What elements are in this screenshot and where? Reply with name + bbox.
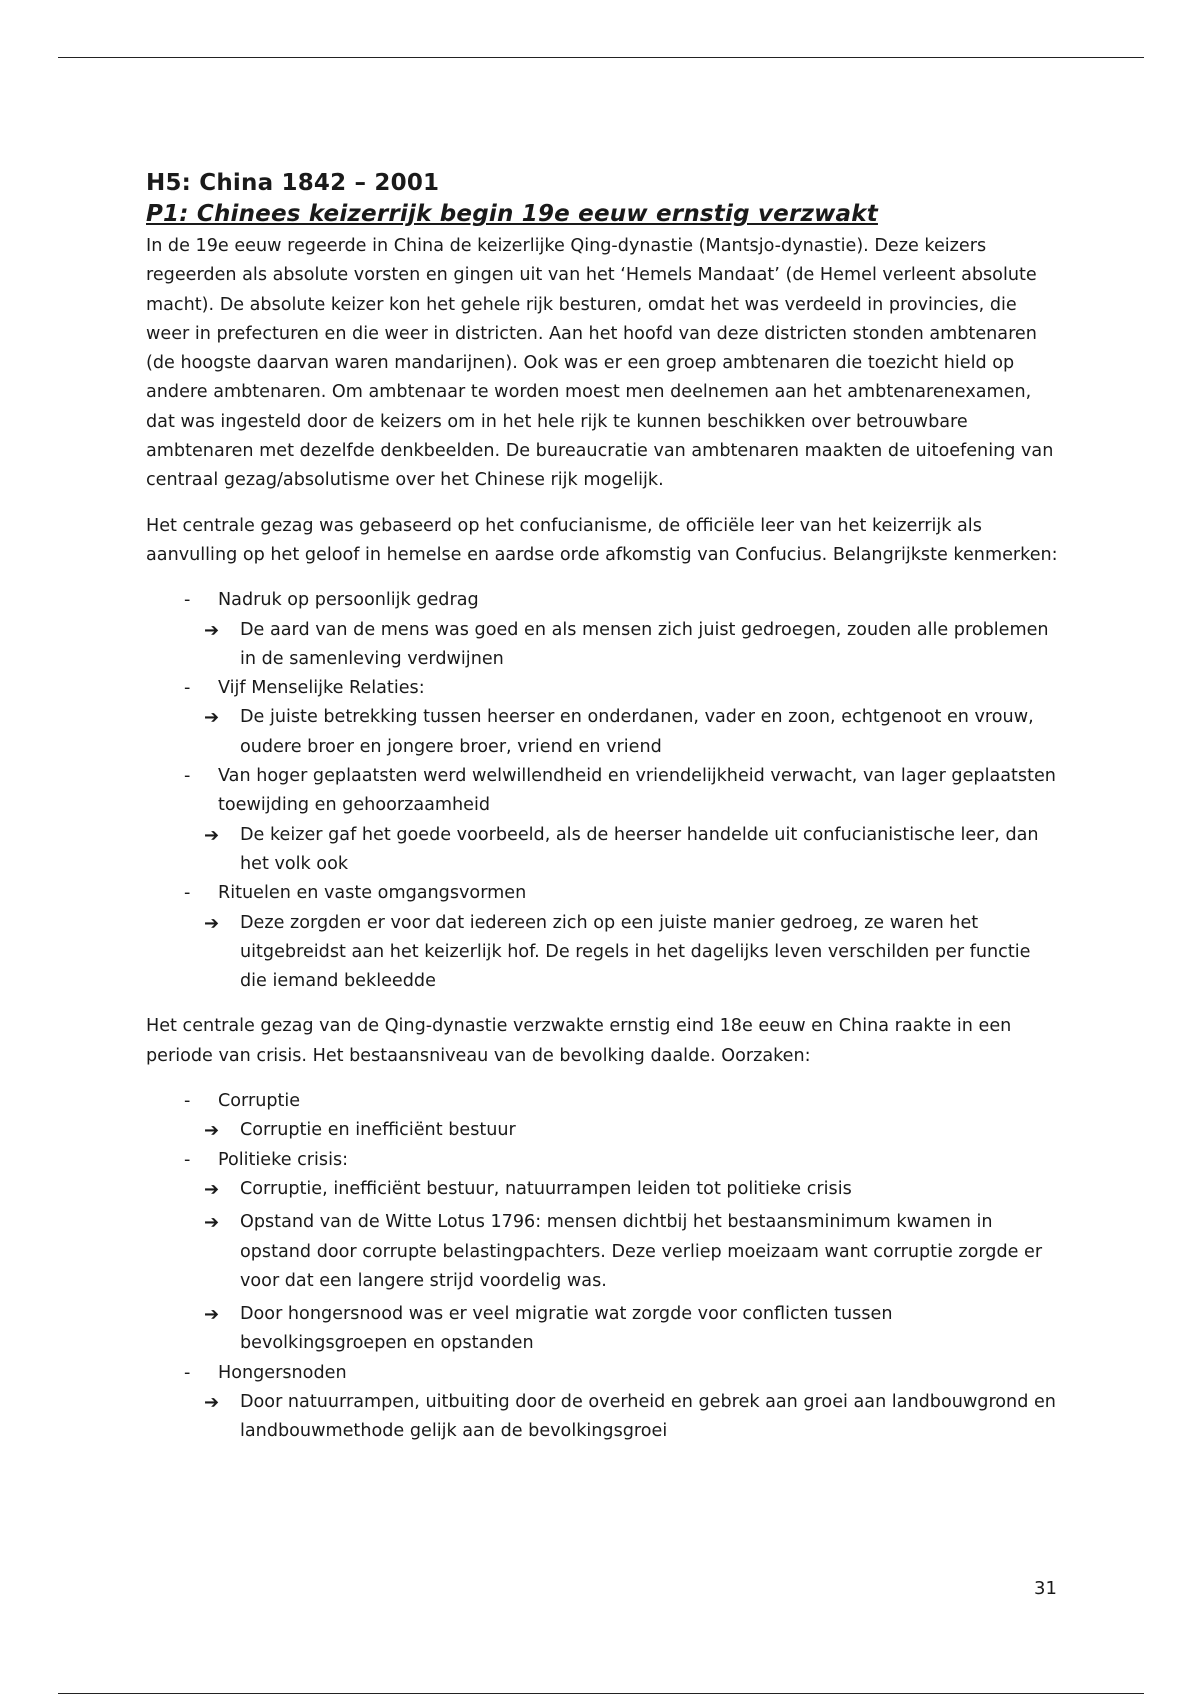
sub-list-item-text: De keizer gaf het goede voorbeeld, als de heerser handelde uit confucianistische leer, dan het volk ook: [240, 824, 1039, 874]
bullet-dash: -: [184, 1149, 191, 1170]
arrow-right-icon: ➔: [204, 912, 220, 934]
arrow-right-icon: ➔: [204, 824, 220, 846]
sub-list: [146, 703, 1060, 762]
bullet-dash: -: [184, 883, 191, 904]
confucianism-paragraph: Het centrale gezag was gebaseerd op het confucianisme, de officiële leer van het keizerrijk als aanvulling op het geloof in hemelse en aardse orde afkomstig van Confucius. Belangrijkste kenmerken:: [146, 515, 1058, 565]
list-item: [146, 1146, 1060, 1175]
list-item-text: Van hoger geplaatsten werd welwillendheid en vriendelijkheid verwacht, van lager geplaatsten toewijding en gehoorzaamheid: [218, 766, 1056, 816]
list-item-text: Vijf Menselijke Relaties:: [218, 678, 425, 699]
arrow-right-icon: ➔: [204, 707, 220, 729]
list-item-text: Politieke crisis:: [218, 1149, 349, 1170]
arrow-right-icon: ➔: [204, 1120, 220, 1142]
chapter-heading: H5: China 1842 – 2001: [146, 170, 440, 196]
list-item: [146, 1359, 1060, 1388]
sub-list-item-text: Door natuurrampen, uitbuiting door de overheid en gebrek aan groei aan landbouwgrond en landbouwmethode gelijk aan de bevolkingsgroei: [240, 1391, 1056, 1442]
arrow-right-icon: ➔: [204, 1212, 220, 1234]
arrow-right-icon: ➔: [204, 619, 220, 641]
list-item: [146, 674, 1060, 703]
crisis-causes-list: [146, 1087, 1060, 1447]
intro-paragraph: In de 19e eeuw regeerde in China de keizerlijke Qing-dynastie (Mantsjo-dynastie). Deze keizers regeerden als absolute vorsten en gingen uit van het ‘Hemels Mandaat’ (de Hemel verleent absolute macht). De absolute keizer kon het gehele rijk besturen, omdat het was verdeeld in provincies, die weer in prefecturen en die weer in districten. Aan het hoofd van deze districten stonden ambtenaren (de hoogste daarvan waren mandarijnen). Ook was er een groep ambtenaren die toezicht hield op andere ambtenaren. Om ambtenaar te worden moest men deelnemen aan het ambtenarenexamen, dat was ingesteld door de keizers om in het hele rijk te kunnen beschikken over betrouwbare ambtenaren met dezelfde denkbeelden. De bureaucratie van ambtenaren maakten de uitoefening van centraal gezag/absolutisme over het Chinese rijk mogelijk.: [146, 236, 1054, 491]
list-item-text: Nadruk op persoonlijk gedrag: [218, 590, 479, 611]
confucianism-features-list: [146, 586, 1060, 996]
sub-list-item-text: Corruptie, inefficiënt bestuur, natuurrampen leiden tot politieke crisis: [240, 1178, 852, 1199]
bullet-dash: -: [184, 678, 191, 699]
sub-list-item: [146, 1116, 1060, 1145]
list-item: [146, 879, 1060, 908]
bullet-dash: -: [184, 766, 191, 787]
sub-list-item: [146, 1208, 1060, 1296]
header-rule: [58, 57, 1144, 58]
sub-list-item-text: Opstand van de Witte Lotus 1796: mensen dichtbij het bestaansminimum kwamen in opstand door corrupte belastingpachters. Deze verliep moeizaam want corruptie zorgde er voor dat een langere strijd voordelig was.: [240, 1212, 1043, 1291]
sub-list-item-text: Corruptie en inefficiënt bestuur: [240, 1120, 516, 1141]
list-item-text: Corruptie: [218, 1091, 301, 1112]
sub-list-item: [146, 1300, 1060, 1359]
sub-list: [146, 821, 1060, 880]
arrow-right-icon: ➔: [204, 1178, 220, 1200]
sub-list-item: [146, 616, 1060, 675]
sub-list-item: [146, 703, 1060, 762]
section-heading: P1: Chinees keizerrijk begin 19e eeuw ernstig verzwakt: [146, 201, 878, 227]
arrow-right-icon: ➔: [204, 1391, 220, 1413]
document-body: [146, 168, 1060, 1463]
sub-list-item-text: Deze zorgden er voor dat iedereen zich op een juiste manier gedroeg, ze waren het uitgebreidst aan het keizerlijk hof. De regels in het dagelijks leven verschilden per functie die iemand bekleedde: [240, 912, 1031, 992]
sub-list-item: [146, 909, 1060, 997]
bullet-dash: -: [184, 1091, 191, 1112]
crisis-paragraph: Het centrale gezag van de Qing-dynastie verzwakte ernstig eind 18e eeuw en China raakte in een periode van crisis. Het bestaansniveau van de bevolking daalde. Oorzaken:: [146, 1016, 1012, 1066]
sub-list: [146, 1116, 1060, 1145]
sub-list-item-text: Door hongersnood was er veel migratie wat zorgde voor conflicten tussen bevolkingsgroepen en opstanden: [240, 1304, 893, 1354]
bullet-dash: -: [184, 1362, 191, 1383]
sub-list: [146, 1388, 1060, 1447]
sub-list: [146, 1175, 1060, 1359]
list-item-text: Hongersnoden: [218, 1362, 347, 1383]
sub-list-item: [146, 821, 1060, 880]
page-number: 31: [1034, 1578, 1057, 1599]
list-item: [146, 1087, 1060, 1116]
list-item: [146, 586, 1060, 615]
sub-list: [146, 909, 1060, 997]
list-item-text: Rituelen en vaste omgangsvormen: [218, 883, 527, 904]
footer-rule: [58, 1693, 1144, 1694]
list-item: [146, 762, 1060, 821]
sub-list: [146, 616, 1060, 675]
sub-list-item-text: De juiste betrekking tussen heerser en onderdanen, vader en zoon, echtgenoot en vrouw, oudere broer en jongere broer, vriend en vriend: [240, 707, 1034, 757]
sub-list-item-text: De aard van de mens was goed en als mensen zich juist gedroegen, zouden alle problemen in de samenleving verdwijnen: [240, 619, 1049, 669]
arrow-right-icon: ➔: [204, 1304, 220, 1326]
sub-list-item: [146, 1388, 1060, 1447]
bullet-dash: -: [184, 590, 191, 611]
sub-list-item: [146, 1175, 1060, 1204]
